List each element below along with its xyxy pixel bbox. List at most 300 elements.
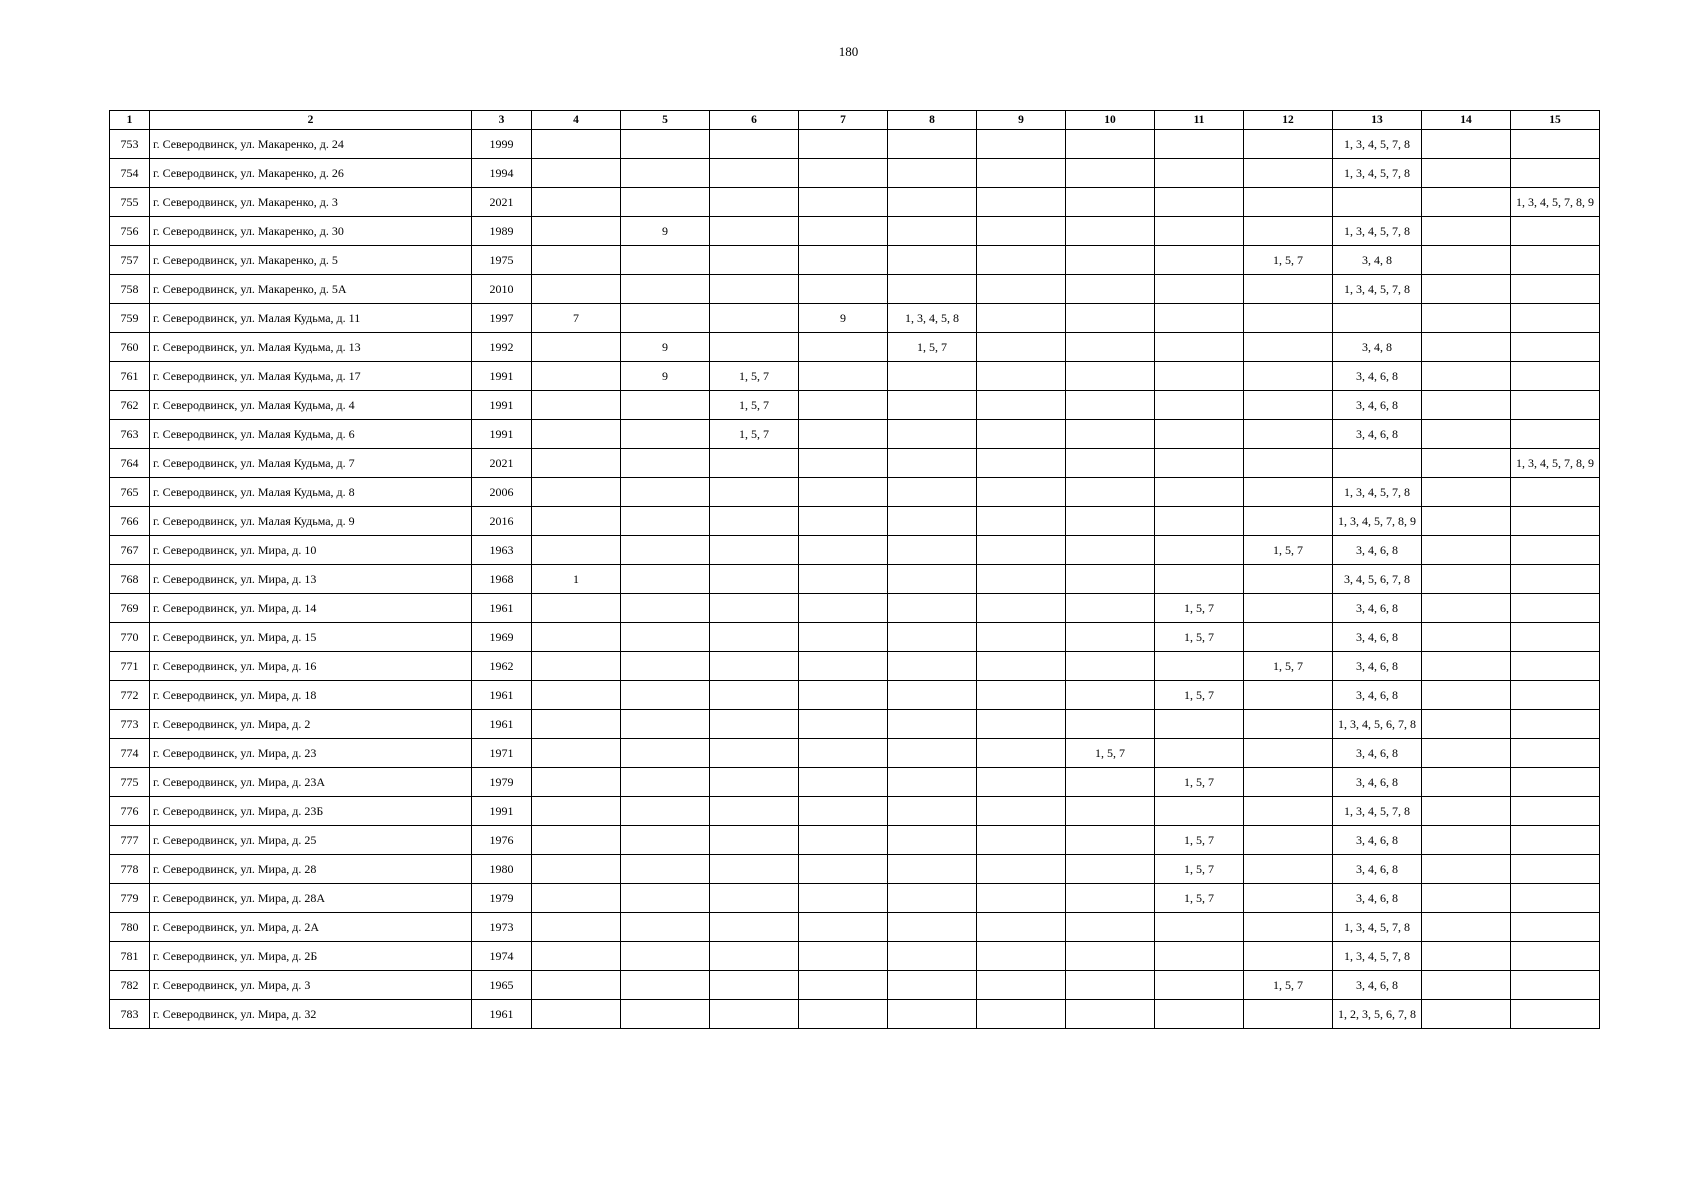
table-row <box>110 826 1600 855</box>
table-cell <box>799 188 888 217</box>
table-cell <box>1333 304 1422 333</box>
row-number-cell: 778 <box>110 855 150 884</box>
year-cell: 1979 <box>472 884 532 913</box>
table-cell <box>532 826 621 855</box>
table-cell <box>799 420 888 449</box>
table-cell <box>532 681 621 710</box>
row-number-cell: 753 <box>110 130 150 159</box>
table-cell <box>1155 304 1244 333</box>
table-cell <box>1066 855 1155 884</box>
table-cell <box>1422 333 1511 362</box>
table-cell: 1, 3, 4, 5, 8 <box>888 304 977 333</box>
table-cell: 3, 4, 6, 8 <box>1333 652 1422 681</box>
address-cell: г. Северодвинск, ул. Мира, д. 16 <box>150 652 472 681</box>
table-cell <box>532 797 621 826</box>
table-cell <box>1422 507 1511 536</box>
address-cell: г. Северодвинск, ул. Малая Кудьма, д. 4 <box>150 391 472 420</box>
table-cell <box>1155 478 1244 507</box>
table-row <box>110 768 1600 797</box>
table-cell <box>1155 391 1244 420</box>
table-cell <box>888 710 977 739</box>
table-cell <box>1155 130 1244 159</box>
table-cell <box>1244 681 1333 710</box>
row-number-cell: 772 <box>110 681 150 710</box>
year-cell: 1961 <box>472 710 532 739</box>
table-cell <box>532 768 621 797</box>
table-cell <box>888 739 977 768</box>
table-cell <box>799 159 888 188</box>
year-cell: 1976 <box>472 826 532 855</box>
row-number-cell: 769 <box>110 594 150 623</box>
table-row <box>110 362 1600 391</box>
table-cell <box>1066 681 1155 710</box>
table-cell <box>888 942 977 971</box>
row-number-cell: 775 <box>110 768 150 797</box>
table-cell <box>977 681 1066 710</box>
table-row <box>110 391 1600 420</box>
table-cell: 1, 5, 7 <box>1155 623 1244 652</box>
table-cell <box>1422 797 1511 826</box>
table-cell: 1, 5, 7 <box>710 362 799 391</box>
table-cell <box>1155 188 1244 217</box>
address-cell: г. Северодвинск, ул. Малая Кудьма, д. 9 <box>150 507 472 536</box>
table-row <box>110 913 1600 942</box>
table-row <box>110 797 1600 826</box>
table-cell <box>621 623 710 652</box>
table-cell <box>710 333 799 362</box>
table-cell: 1, 5, 7 <box>1244 536 1333 565</box>
table-row <box>110 188 1600 217</box>
table-cell <box>977 246 1066 275</box>
table-cell <box>977 826 1066 855</box>
table-cell <box>1511 884 1600 913</box>
table-cell <box>799 333 888 362</box>
table-cell <box>710 304 799 333</box>
table-cell <box>888 246 977 275</box>
table-cell <box>799 1000 888 1029</box>
address-cell: г. Северодвинск, ул. Мира, д. 23 <box>150 739 472 768</box>
table-cell <box>1511 507 1600 536</box>
table-cell <box>1422 739 1511 768</box>
table-cell <box>888 826 977 855</box>
table-cell <box>532 478 621 507</box>
year-cell: 1991 <box>472 362 532 391</box>
table-body <box>110 130 1600 1029</box>
table-cell <box>888 188 977 217</box>
table-cell <box>1422 246 1511 275</box>
year-cell: 1991 <box>472 797 532 826</box>
row-number-cell: 758 <box>110 275 150 304</box>
table-row <box>110 507 1600 536</box>
table-cell <box>1422 188 1511 217</box>
address-cell: г. Северодвинск, ул. Малая Кудьма, д. 13 <box>150 333 472 362</box>
table-cell <box>888 855 977 884</box>
table-row <box>110 449 1600 478</box>
table-cell <box>621 1000 710 1029</box>
table-cell <box>799 913 888 942</box>
address-cell: г. Северодвинск, ул. Малая Кудьма, д. 8 <box>150 478 472 507</box>
table-cell <box>532 594 621 623</box>
table-cell <box>1155 275 1244 304</box>
table-cell <box>888 797 977 826</box>
row-number-cell: 782 <box>110 971 150 1000</box>
table-cell <box>710 913 799 942</box>
table-cell <box>1155 710 1244 739</box>
table-cell <box>1422 942 1511 971</box>
row-number-cell: 781 <box>110 942 150 971</box>
register-table <box>109 110 1600 1029</box>
table-cell <box>532 652 621 681</box>
table-cell <box>621 971 710 1000</box>
table-cell <box>799 826 888 855</box>
table-cell <box>710 507 799 536</box>
address-cell: г. Северодвинск, ул. Мира, д. 18 <box>150 681 472 710</box>
table-cell <box>710 478 799 507</box>
table-cell <box>799 768 888 797</box>
table-row <box>110 246 1600 275</box>
table-cell <box>1066 826 1155 855</box>
table-cell <box>621 797 710 826</box>
table-cell <box>799 507 888 536</box>
table-cell <box>532 1000 621 1029</box>
table-cell <box>1066 478 1155 507</box>
year-cell: 1980 <box>472 855 532 884</box>
table-cell <box>799 246 888 275</box>
table-cell <box>1155 217 1244 246</box>
table-cell <box>1066 768 1155 797</box>
table-cell <box>888 507 977 536</box>
table-cell <box>977 594 1066 623</box>
table-cell <box>621 913 710 942</box>
table-cell <box>799 652 888 681</box>
table-cell: 3, 4, 5, 6, 7, 8 <box>1333 565 1422 594</box>
table-cell <box>1244 942 1333 971</box>
table-cell <box>799 565 888 594</box>
table-cell <box>799 710 888 739</box>
table-cell <box>1511 1000 1600 1029</box>
row-number-cell: 756 <box>110 217 150 246</box>
table-cell <box>1244 594 1333 623</box>
row-number-cell: 765 <box>110 478 150 507</box>
table-cell: 1, 3, 4, 5, 7, 8, 9 <box>1511 449 1600 478</box>
table-cell <box>977 913 1066 942</box>
table-cell: 1, 5, 7 <box>1155 768 1244 797</box>
table-cell <box>1244 304 1333 333</box>
table-cell <box>532 710 621 739</box>
row-number-cell: 764 <box>110 449 150 478</box>
column-header: 8 <box>888 111 977 130</box>
table-cell <box>888 449 977 478</box>
column-header: 2 <box>150 111 472 130</box>
table-cell <box>1244 391 1333 420</box>
table-cell <box>1066 942 1155 971</box>
table-cell <box>710 1000 799 1029</box>
table-cell: 3, 4, 6, 8 <box>1333 884 1422 913</box>
table-cell: 3, 4, 6, 8 <box>1333 594 1422 623</box>
year-cell: 1999 <box>472 130 532 159</box>
table-cell <box>799 855 888 884</box>
header-row <box>110 111 1600 130</box>
table-row <box>110 478 1600 507</box>
table-cell <box>1244 710 1333 739</box>
table-cell <box>1066 594 1155 623</box>
table-cell <box>621 855 710 884</box>
table-cell <box>532 130 621 159</box>
table-cell <box>1155 1000 1244 1029</box>
year-cell: 1973 <box>472 913 532 942</box>
table-cell <box>1422 884 1511 913</box>
table-cell: 1, 3, 4, 5, 7, 8 <box>1333 275 1422 304</box>
table-row <box>110 594 1600 623</box>
table-cell: 3, 4, 6, 8 <box>1333 362 1422 391</box>
table-row <box>110 971 1600 1000</box>
table-cell <box>1422 536 1511 565</box>
table-cell <box>977 275 1066 304</box>
table-cell <box>621 884 710 913</box>
row-number-cell: 783 <box>110 1000 150 1029</box>
year-cell: 2021 <box>472 188 532 217</box>
address-cell: г. Северодвинск, ул. Малая Кудьма, д. 17 <box>150 362 472 391</box>
page-number: 180 <box>838 44 859 59</box>
table-cell <box>621 739 710 768</box>
table-cell <box>977 130 1066 159</box>
table-cell: 1, 5, 7 <box>1244 246 1333 275</box>
table-cell <box>1066 797 1155 826</box>
table-cell <box>1155 507 1244 536</box>
table-cell <box>1422 681 1511 710</box>
year-cell: 1975 <box>472 246 532 275</box>
table-cell <box>1155 971 1244 1000</box>
year-cell: 1961 <box>472 681 532 710</box>
table-cell <box>888 971 977 1000</box>
table-cell <box>1511 333 1600 362</box>
table-cell <box>977 449 1066 478</box>
table-cell <box>532 159 621 188</box>
table-cell <box>1422 130 1511 159</box>
table-cell: 1, 3, 4, 5, 7, 8 <box>1333 942 1422 971</box>
table-cell <box>710 884 799 913</box>
table-cell <box>1244 420 1333 449</box>
table-cell <box>532 884 621 913</box>
table-cell <box>1511 362 1600 391</box>
table-cell <box>1511 304 1600 333</box>
table-cell <box>977 739 1066 768</box>
table-cell <box>799 884 888 913</box>
table-row <box>110 710 1600 739</box>
year-cell: 1991 <box>472 420 532 449</box>
table-cell <box>710 797 799 826</box>
table-cell <box>799 797 888 826</box>
address-cell: г. Северодвинск, ул. Мира, д. 32 <box>150 1000 472 1029</box>
table-cell <box>977 565 1066 594</box>
address-cell: г. Северодвинск, ул. Мира, д. 23Б <box>150 797 472 826</box>
table-cell: 1, 5, 7 <box>888 333 977 362</box>
address-cell: г. Северодвинск, ул. Макаренко, д. 3 <box>150 188 472 217</box>
row-number-cell: 776 <box>110 797 150 826</box>
row-number-cell: 767 <box>110 536 150 565</box>
table-cell <box>1511 130 1600 159</box>
table-cell <box>1155 942 1244 971</box>
table-header <box>110 111 1600 130</box>
address-cell: г. Северодвинск, ул. Макаренко, д. 24 <box>150 130 472 159</box>
table-cell <box>1511 420 1600 449</box>
year-cell: 1991 <box>472 391 532 420</box>
table-cell <box>1244 507 1333 536</box>
table-cell <box>621 188 710 217</box>
table-cell <box>799 971 888 1000</box>
table-cell <box>1244 623 1333 652</box>
table-cell <box>977 1000 1066 1029</box>
table-cell <box>977 507 1066 536</box>
table-cell <box>621 159 710 188</box>
table-cell <box>799 739 888 768</box>
table-cell <box>1422 710 1511 739</box>
table-cell: 9 <box>621 333 710 362</box>
table-cell <box>1511 739 1600 768</box>
table-cell <box>1066 507 1155 536</box>
table-row <box>110 159 1600 188</box>
table-cell <box>1333 188 1422 217</box>
table-row <box>110 855 1600 884</box>
table-cell: 3, 4, 6, 8 <box>1333 768 1422 797</box>
table-cell <box>1066 710 1155 739</box>
table-cell <box>977 855 1066 884</box>
table-cell <box>888 536 977 565</box>
table-cell <box>1511 652 1600 681</box>
address-cell: г. Северодвинск, ул. Макаренко, д. 26 <box>150 159 472 188</box>
column-header: 3 <box>472 111 532 130</box>
table-cell: 1, 3, 4, 5, 7, 8 <box>1333 217 1422 246</box>
table-cell <box>1244 826 1333 855</box>
table-row <box>110 623 1600 652</box>
table-cell <box>1511 855 1600 884</box>
table-cell <box>621 275 710 304</box>
table-cell: 1, 3, 4, 5, 7, 8, 9 <box>1333 507 1422 536</box>
table-cell <box>710 855 799 884</box>
table-cell <box>1066 449 1155 478</box>
table-cell <box>799 391 888 420</box>
table-cell <box>1422 623 1511 652</box>
table-cell <box>710 130 799 159</box>
table-cell <box>621 681 710 710</box>
table-cell <box>1066 246 1155 275</box>
address-cell: г. Северодвинск, ул. Мира, д. 2А <box>150 913 472 942</box>
column-header: 15 <box>1511 111 1600 130</box>
table-cell <box>799 478 888 507</box>
column-header: 12 <box>1244 111 1333 130</box>
table-cell <box>977 652 1066 681</box>
table-cell <box>888 913 977 942</box>
table-cell <box>1422 826 1511 855</box>
table-cell: 1, 3, 4, 5, 7, 8 <box>1333 913 1422 942</box>
table-cell <box>799 275 888 304</box>
table-cell <box>1422 449 1511 478</box>
year-cell: 2021 <box>472 449 532 478</box>
address-cell: г. Северодвинск, ул. Малая Кудьма, д. 7 <box>150 449 472 478</box>
table-cell <box>1066 275 1155 304</box>
table-cell <box>1066 391 1155 420</box>
table-row <box>110 217 1600 246</box>
table-cell <box>977 971 1066 1000</box>
address-cell: г. Северодвинск, ул. Мира, д. 2Б <box>150 942 472 971</box>
row-number-cell: 762 <box>110 391 150 420</box>
table-cell <box>710 739 799 768</box>
table-cell <box>710 246 799 275</box>
address-cell: г. Северодвинск, ул. Мира, д. 2 <box>150 710 472 739</box>
table-cell: 9 <box>621 217 710 246</box>
address-cell: г. Северодвинск, ул. Мира, д. 25 <box>150 826 472 855</box>
table-cell <box>1511 797 1600 826</box>
table-cell: 9 <box>799 304 888 333</box>
address-cell: г. Северодвинск, ул. Мира, д. 10 <box>150 536 472 565</box>
column-header: 7 <box>799 111 888 130</box>
table-cell <box>1244 217 1333 246</box>
table-cell <box>1244 739 1333 768</box>
table-cell <box>888 594 977 623</box>
column-header: 14 <box>1422 111 1511 130</box>
table-cell <box>977 478 1066 507</box>
table-cell <box>1066 652 1155 681</box>
table-cell <box>1511 478 1600 507</box>
table-cell <box>888 275 977 304</box>
table-row <box>110 275 1600 304</box>
table-cell: 3, 4, 8 <box>1333 333 1422 362</box>
row-number-cell: 780 <box>110 913 150 942</box>
table-cell <box>621 652 710 681</box>
table-cell: 3, 4, 6, 8 <box>1333 739 1422 768</box>
year-cell: 2006 <box>472 478 532 507</box>
table-cell <box>1511 768 1600 797</box>
table-cell <box>977 797 1066 826</box>
table-cell <box>532 623 621 652</box>
table-cell <box>1155 536 1244 565</box>
table-cell <box>621 478 710 507</box>
table-cell <box>799 536 888 565</box>
table-cell <box>1333 449 1422 478</box>
table-cell <box>1155 565 1244 594</box>
table-cell <box>1155 246 1244 275</box>
table-cell <box>710 971 799 1000</box>
table-cell <box>1155 739 1244 768</box>
address-cell: г. Северодвинск, ул. Мира, д. 28А <box>150 884 472 913</box>
row-number-cell: 777 <box>110 826 150 855</box>
table-cell <box>1244 913 1333 942</box>
table-cell <box>1244 1000 1333 1029</box>
year-cell: 1965 <box>472 971 532 1000</box>
table-cell <box>1511 391 1600 420</box>
column-header: 4 <box>532 111 621 130</box>
column-header: 6 <box>710 111 799 130</box>
table-cell <box>710 623 799 652</box>
table-row <box>110 739 1600 768</box>
table-cell: 3, 4, 6, 8 <box>1333 536 1422 565</box>
table-cell <box>710 652 799 681</box>
table-cell <box>1422 420 1511 449</box>
table-cell <box>532 507 621 536</box>
table-cell <box>710 565 799 594</box>
table-cell <box>621 826 710 855</box>
row-number-cell: 759 <box>110 304 150 333</box>
year-cell: 1992 <box>472 333 532 362</box>
column-header: 9 <box>977 111 1066 130</box>
row-number-cell: 755 <box>110 188 150 217</box>
table-cell <box>888 681 977 710</box>
table-cell <box>1244 362 1333 391</box>
table-cell <box>1244 797 1333 826</box>
table-cell: 1, 5, 7 <box>710 420 799 449</box>
table-cell: 3, 4, 6, 8 <box>1333 623 1422 652</box>
column-header: 1 <box>110 111 150 130</box>
